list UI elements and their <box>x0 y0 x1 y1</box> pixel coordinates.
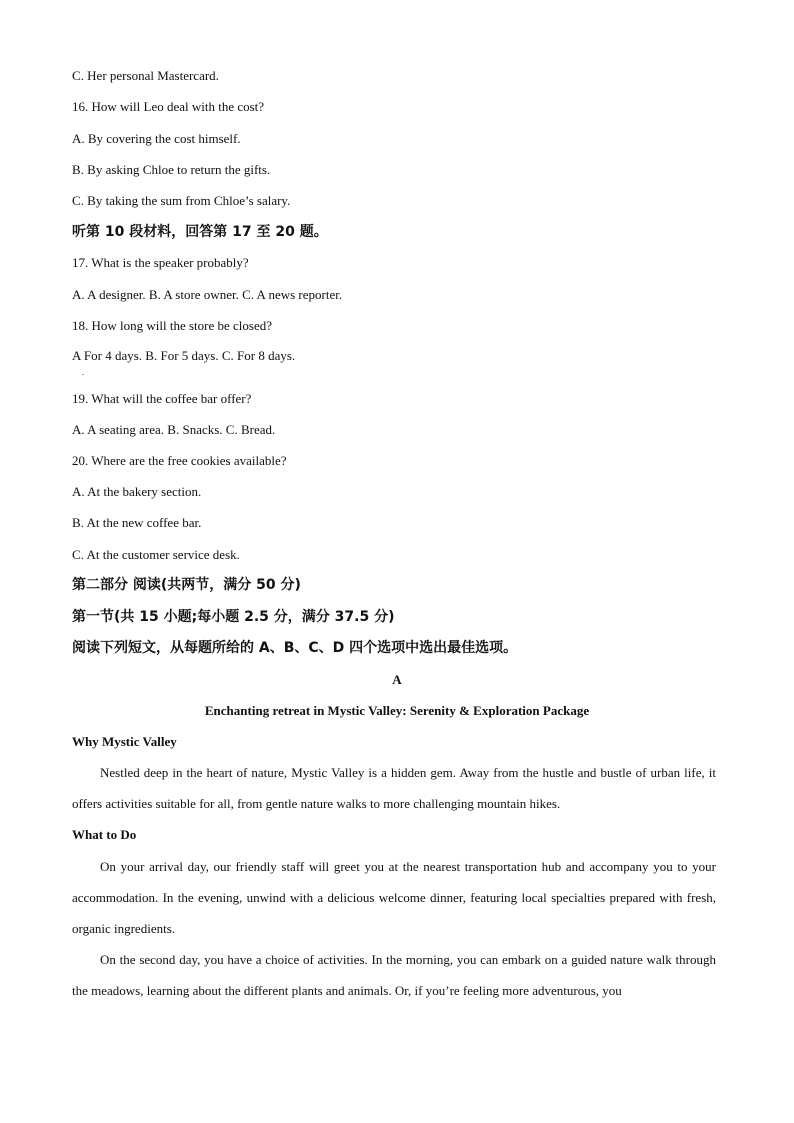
passage-label: A <box>392 672 402 687</box>
option-line: A. A seating area. B. Snacks. C. Bread. <box>72 422 276 437</box>
option-line: A. A designer. B. A store owner. C. A news reporter. <box>72 287 343 302</box>
option-line: A For 4 days. B. For 5 days. C. For 8 days. <box>72 348 296 363</box>
question-line: 16. How will Leo deal with the cost? <box>72 99 265 114</box>
part-heading: 第二部分 阅读(共两节，满分 50 分) <box>72 577 301 593</box>
paragraph: On the second day, you have a choice of activities. In the morning, you can embark on a guided nature walk through the meadows, learning about the different plants and animals. Or, if you’re feeling more adventurous, you <box>72 952 716 998</box>
option-line: A. At the bakery section. <box>72 484 202 499</box>
paragraph: Nestled deep in the heart of nature, Mystic Valley is a hidden gem. Away from the hustle and bustle of urban life, it offers activities suitable for all, from gentle nature walks to more challenging mountain hikes. <box>72 765 716 811</box>
option-line: B. At the new coffee bar. <box>72 515 202 530</box>
question-line: 17. What is the speaker probably? <box>72 255 249 270</box>
paragraph: On your arrival day, our friendly staff will greet you at the nearest transportation hub and accompany you to your accommodation. In the evening, unwind with a delicious welcome dinner, featuring local specialties prepared with fresh, organic ingredients. <box>72 859 716 936</box>
section-instruction: 听第 10 段材料，回答第 17 至 20 题。 <box>72 224 328 240</box>
option-line: C. By taking the sum from Chloe’s salary. <box>72 193 291 208</box>
subheading: Why Mystic Valley <box>72 734 177 749</box>
option-line: C. Her personal Mastercard. <box>72 68 219 83</box>
option-line: B. By asking Chloe to return the gifts. <box>72 162 271 177</box>
question-line: 19. What will the coffee bar offer? <box>72 391 252 406</box>
passage-title: Enchanting retreat in Mystic Valley: Serenity & Exploration Package <box>204 703 590 718</box>
question-line: 18. How long will the store be closed? <box>72 318 273 333</box>
reading-instruction: 阅读下列短文，从每题所给的 A、B、C、D 四个选项中选出最佳选项。 <box>72 640 518 656</box>
section-heading: 第一节(共 15 小题;每小题 2.5 分，满分 37.5 分) <box>72 609 395 625</box>
stray-dot: . <box>82 368 84 377</box>
subheading: What to Do <box>72 827 137 842</box>
option-line: C. At the customer service desk. <box>72 547 240 562</box>
question-line: 20. Where are the free cookies available? <box>72 453 287 468</box>
option-line: A. By covering the cost himself. <box>72 131 241 146</box>
